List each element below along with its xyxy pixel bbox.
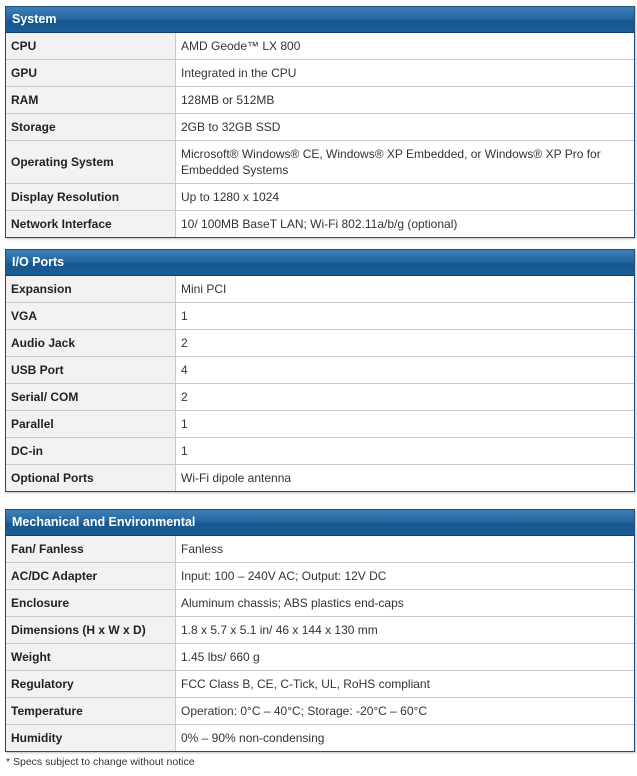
- table-row: [6, 357, 634, 384]
- spec-value: 10/ 100MB BaseT LAN; Wi-Fi 802.11a/b/g (optional): [176, 211, 635, 238]
- spec-value: FCC Class B, CE, C-Tick, UL, RoHS compliant: [176, 671, 635, 698]
- spec-label: DC-in: [6, 438, 176, 465]
- spec-value: 1: [176, 438, 635, 465]
- table-row: [6, 671, 634, 698]
- spec-value: 2GB to 32GB SSD: [176, 114, 635, 141]
- system-spec-section: [5, 6, 635, 238]
- table-row: [6, 114, 634, 141]
- specs-footnote: * Specs subject to change without notice: [6, 756, 195, 768]
- spec-value: Wi-Fi dipole antenna: [176, 465, 635, 492]
- spec-value: 128MB or 512MB: [176, 87, 635, 114]
- spec-label: AC/DC Adapter: [6, 563, 176, 590]
- spec-table-system: [6, 33, 634, 237]
- table-row: [6, 330, 634, 357]
- spec-label: Expansion: [6, 276, 176, 303]
- io-ports-spec-section: [5, 249, 635, 492]
- spec-value: Aluminum chassis; ABS plastics end-caps: [176, 590, 635, 617]
- spec-label: Network Interface: [6, 211, 176, 238]
- spec-value: 2: [176, 330, 635, 357]
- spec-label: Storage: [6, 114, 176, 141]
- table-row: [6, 33, 634, 60]
- table-row: [6, 617, 634, 644]
- spec-value: 0% – 90% non-condensing: [176, 725, 635, 752]
- spec-value: Input: 100 – 240V AC; Output: 12V DC: [176, 563, 635, 590]
- spec-value: AMD Geode™ LX 800: [176, 33, 635, 60]
- spec-table-mechanical: [6, 536, 634, 751]
- mechanical-environmental-spec-section: [5, 509, 635, 752]
- table-row: [6, 590, 634, 617]
- spec-value: 4: [176, 357, 635, 384]
- table-row: [6, 184, 634, 211]
- table-row: [6, 563, 634, 590]
- spec-value: 1.8 x 5.7 x 5.1 in/ 46 x 144 x 130 mm: [176, 617, 635, 644]
- spec-value: 2: [176, 384, 635, 411]
- table-row: [6, 211, 634, 238]
- table-row: [6, 536, 634, 563]
- table-row: [6, 725, 634, 752]
- spec-label: Display Resolution: [6, 184, 176, 211]
- spec-value: Mini PCI: [176, 276, 635, 303]
- spec-label: Serial/ COM: [6, 384, 176, 411]
- table-row: [6, 60, 634, 87]
- spec-value: Integrated in the CPU: [176, 60, 635, 87]
- spec-label: Regulatory: [6, 671, 176, 698]
- spec-label: Enclosure: [6, 590, 176, 617]
- table-row: [6, 644, 634, 671]
- table-row: [6, 698, 634, 725]
- spec-label: Dimensions (H x W x D): [6, 617, 176, 644]
- table-row: [6, 141, 634, 184]
- spec-value: Fanless: [176, 536, 635, 563]
- spec-label: Parallel: [6, 411, 176, 438]
- spec-table-io-ports: [6, 276, 634, 491]
- spec-value: Up to 1280 x 1024: [176, 184, 635, 211]
- spec-label: Operating System: [6, 141, 176, 184]
- spec-label: GPU: [6, 60, 176, 87]
- table-row: [6, 384, 634, 411]
- spec-value: 1: [176, 411, 635, 438]
- section-header-io-ports: I/O Ports: [6, 250, 634, 276]
- spec-label: Temperature: [6, 698, 176, 725]
- spec-label: USB Port: [6, 357, 176, 384]
- table-row: [6, 276, 634, 303]
- table-row: [6, 87, 634, 114]
- section-header-system: System: [6, 7, 634, 33]
- spec-label: Audio Jack: [6, 330, 176, 357]
- spec-value: Operation: 0°C – 40°C; Storage: -20°C – 60°C: [176, 698, 635, 725]
- table-row: [6, 438, 634, 465]
- spec-label: CPU: [6, 33, 176, 60]
- table-row: [6, 303, 634, 330]
- spec-label: Humidity: [6, 725, 176, 752]
- section-header-mechanical: Mechanical and Environmental: [6, 510, 634, 536]
- spec-label: Fan/ Fanless: [6, 536, 176, 563]
- table-row: [6, 465, 634, 492]
- spec-value: 1: [176, 303, 635, 330]
- table-row: [6, 411, 634, 438]
- spec-value: 1.45 lbs/ 660 g: [176, 644, 635, 671]
- spec-label: Optional Ports: [6, 465, 176, 492]
- spec-label: RAM: [6, 87, 176, 114]
- spec-value: Microsoft® Windows® CE, Windows® XP Embedded, or Windows® XP Pro for Embedded Systems: [176, 141, 635, 184]
- spec-label: VGA: [6, 303, 176, 330]
- spec-label: Weight: [6, 644, 176, 671]
